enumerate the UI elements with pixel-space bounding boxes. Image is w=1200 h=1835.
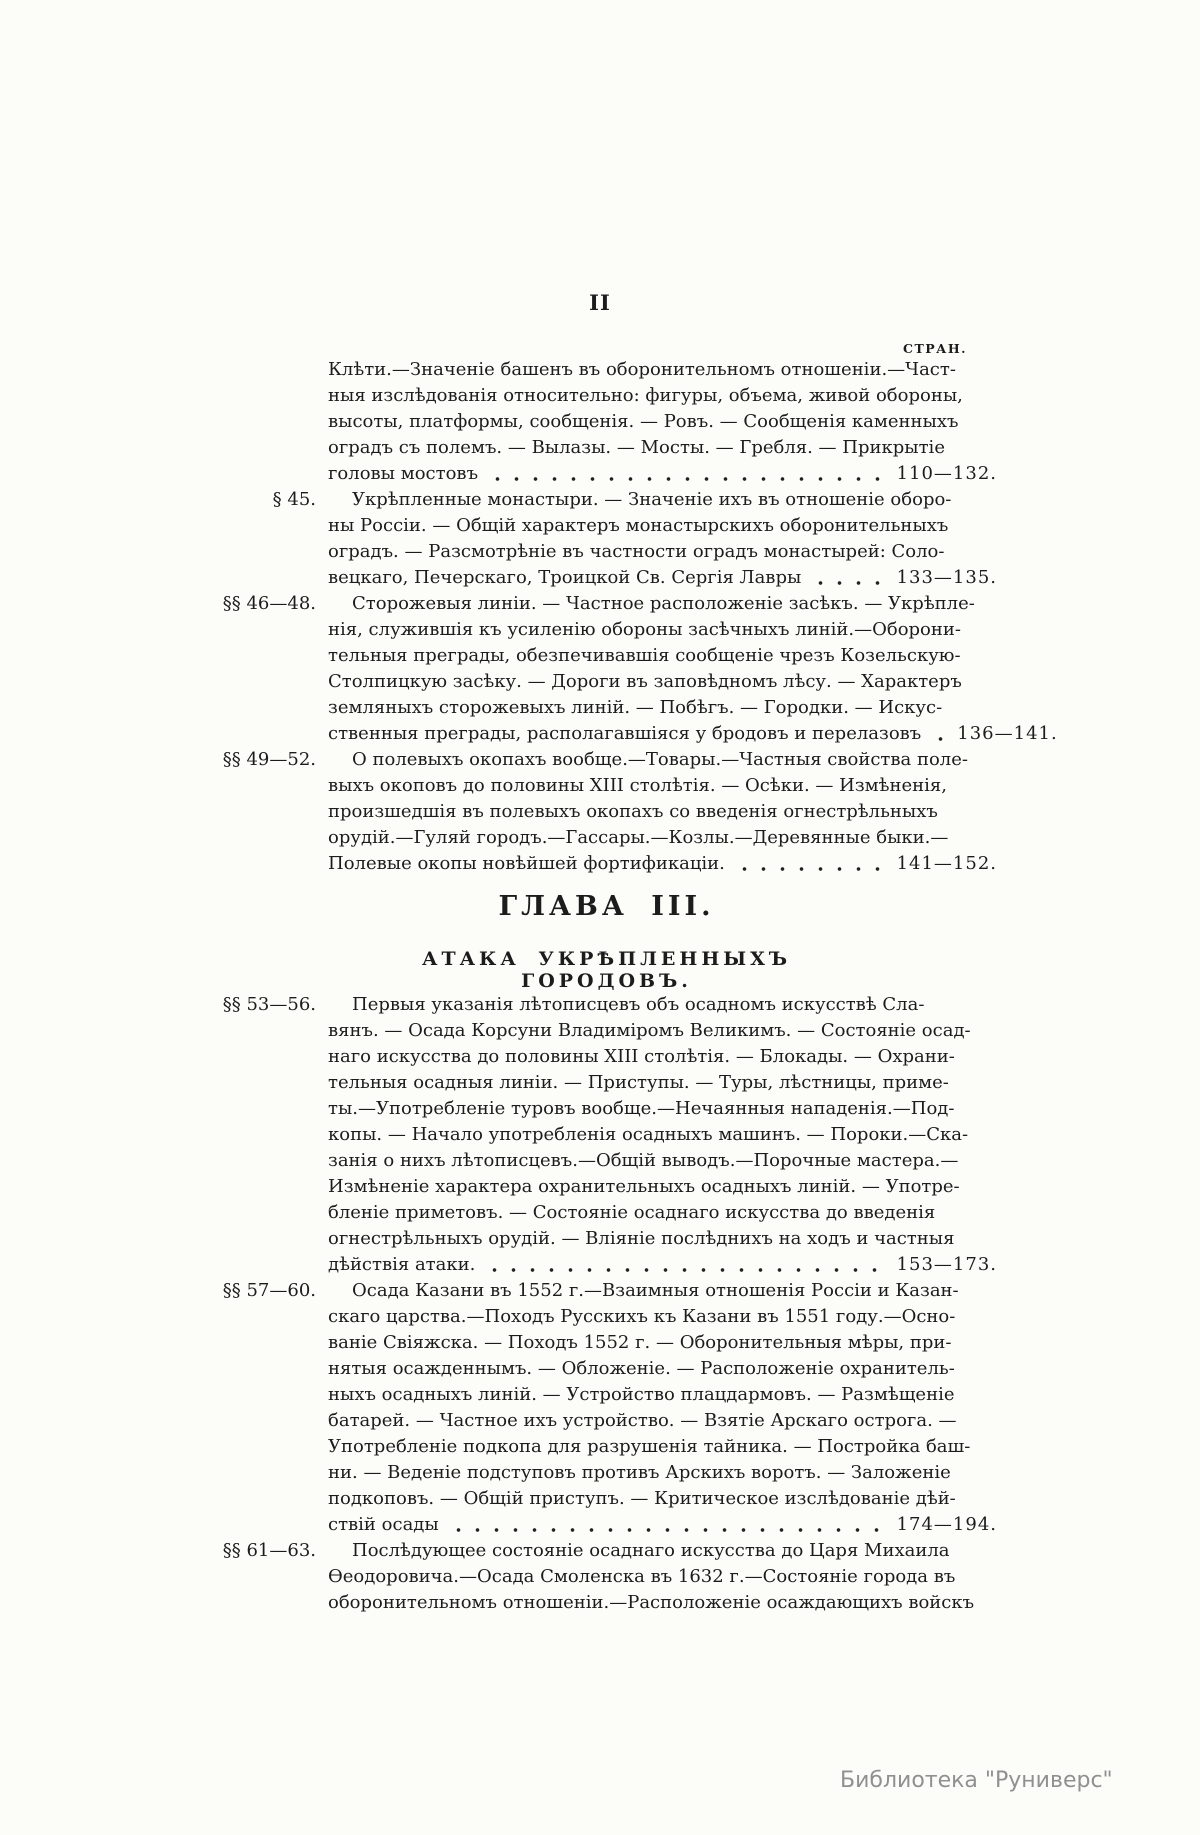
entry-final-line [328,565,997,591]
dot-leader [931,721,949,747]
entry-page-range: 153—173. [896,1254,997,1275]
chapter-title: ГЛАВА III. [498,891,715,922]
entry-line: батарей. — Частное ихъ устройство. — Взятіе Арскаго острога. — [328,1410,957,1431]
entry-line: вянъ. — Осада Корсуни Владиміромъ Великимъ. — Состояніе осад- [328,1020,971,1041]
entry-line: копы. — Начало употребленія осадныхъ машинъ. — Пороки.—Ска- [328,1124,969,1145]
entry-section-label: § 45. [272,489,316,510]
entry-line: ни. — Веденіе подступовъ противъ Арскихъ воротъ. — Заложеніе [328,1462,951,1483]
pages-column-header: СТРАН. [903,341,967,356]
entry-line: оградъ. — Разсмотрѣніе въ частности оградъ монастырей: Соло- [328,541,945,562]
entry-line: ныя изслѣдованія относительно: фигуры, объема, живой обороны, [328,385,963,406]
entry-line: Послѣдующее состояніе осаднаго искусства до Царя Михаила [352,1540,950,1561]
entry-page-range: 133—135. [896,567,997,588]
entry-line: Полевые окопы новѣйшей фортификаціи. [328,853,725,874]
toc-entry [272,487,997,591]
library-watermark: Библиотека "Руниверс" [840,1768,1113,1793]
toc-entry [222,747,997,877]
entry-line: занія о нихъ лѣтописцевъ.—Общій выводъ.—Порочные мастера.— [328,1150,959,1171]
entry-line: высоты, платформы, сообщенія. — Ровъ. — Сообщенія каменныхъ [328,411,959,432]
entry-section-label: §§ 57—60. [222,1280,316,1301]
entry-line: скаго царства.—Походъ Русскихъ къ Казани въ 1551 году.—Осно- [328,1306,956,1327]
entry-line: бленіе приметовъ. — Состояніе осаднаго искусства до введенія [328,1202,936,1223]
entry-final-line [328,1252,997,1278]
entry-line: огнестрѣльныхъ орудій. — Вліяніе послѣднихъ на ходъ и частныя [328,1228,955,1249]
entry-line: оградъ съ полемъ. — Вылазы. — Мосты. — Гребля. — Прикрытіе [328,437,945,458]
dot-leader [735,851,889,877]
dot-leader [449,1512,889,1538]
toc-entry [328,357,997,487]
entry-line: орудій.—Гуляй городъ.—Гассары.—Козлы.—Деревянные быки.— [328,827,949,848]
toc-entry [222,1538,997,1616]
entry-line: О полевыхъ окопахъ вообще.—Товары.—Частныя свойства поле- [352,749,968,770]
entry-line: земляныхъ сторожевыхъ линій. — Побѣгъ. — Городки. — Искус- [328,697,943,718]
entry-section-label: §§ 53—56. [222,994,316,1015]
entry-line: Первыя указанія лѣтописцевъ объ осадномъ искусствѣ Сла- [352,994,925,1015]
entry-line: ствій осады [328,1514,439,1535]
toc-entry [222,992,997,1278]
entry-line: ственныя преграды, располагавшіяся у бродовъ и перелазовъ [328,723,922,744]
entry-line: нятыя осажденнымъ. — Обложеніе. — Расположеніе охранитель- [328,1358,955,1379]
dot-leader [485,1252,888,1278]
entry-final-line [328,851,997,877]
entry-final-line [328,1512,997,1538]
entry-line: дѣйствія атаки. [328,1254,476,1275]
entry-line: произшедшія въ полевыхъ окопахъ со введенія огнестрѣльныхъ [328,801,938,822]
page-number: II [589,290,611,315]
entry-line: наго искусства до половины XIII столѣтія. — Блокады. — Охрани- [328,1046,955,1067]
entry-line: Употребленіе подкопа для разрушенія тайника. — Постройка баш- [328,1436,971,1457]
entry-line: ваніе Свіяжска. — Походъ 1552 г. — Оборонительныя мѣры, при- [328,1332,952,1353]
chapter-subtitle: АТАКА УКРѢПЛЕННЫХЪ ГОРОДОВЪ. [421,948,792,992]
entry-line: вецкаго, Печерскаго, Троицкой Св. Сергія Лавры [328,567,802,588]
entry-line: Сторожевыя линіи. — Частное расположеніе засѣкъ. — Укрѣпле- [352,593,975,614]
entry-final-line [328,721,1058,747]
dot-leader [811,565,888,591]
entry-line: Клѣти.—Значеніе башенъ въ оборонительномъ отношеніи.—Част- [328,359,956,380]
toc-entry [222,1278,997,1538]
entry-line: ты.—Употребленіе туровъ вообще.—Нечаянныя нападенія.—Под- [328,1098,955,1119]
entry-line: ны Россіи. — Общій характеръ монастырскихъ оборонительныхъ [328,515,949,536]
entry-line: головы мостовъ [328,463,479,484]
entry-line: Осада Казани въ 1552 г.—Взаимныя отношенія Россіи и Казан- [352,1280,959,1301]
entry-line: Ѳеодоровича.—Осада Смоленска въ 1632 г.—Состояніе города въ [328,1566,956,1587]
entry-page-range: 110—132. [896,463,997,484]
entry-line: ныхъ осадныхъ линій. — Устройство плацдармовъ. — Размѣщеніе [328,1384,955,1405]
entry-page-range: 141—152. [896,853,997,874]
toc-section-bottom [222,992,997,1616]
entry-line: Измѣненіе характера охранительныхъ осадныхъ линій. — Употре- [328,1176,960,1197]
entry-line: оборонительномъ отношеніи.—Расположеніе осаждающихъ войскъ [328,1592,975,1613]
entry-section-label: §§ 49—52. [222,749,316,770]
entry-line: тельныя преграды, обезпечивавшія сообщеніе чрезъ Козельскую- [328,645,961,666]
entry-line: Укрѣпленные монастыри. — Значеніе ихъ въ отношеніе оборо- [352,489,952,510]
entry-final-line [328,461,997,487]
entry-line: тельныя осадныя линіи. — Приступы. — Туры, лѣстницы, приме- [328,1072,949,1093]
entry-section-label: §§ 46—48. [222,593,316,614]
entry-page-range: 136—141. [957,723,1058,744]
entry-page-range: 174—194. [896,1514,997,1535]
entry-section-label: §§ 61—63. [222,1540,316,1561]
toc-entry [222,591,1058,747]
toc-section-top [222,357,1058,877]
entry-line: нія, служившія къ усиленію обороны засѣчныхъ линій.—Оборони- [328,619,961,640]
entry-line: выхъ окоповъ до половины XIII столѣтія. — Осѣки. — Измѣненія, [328,775,947,796]
entry-line: подкоповъ. — Общій приступъ. — Критическое изслѣдованіе дѣй- [328,1488,956,1509]
entry-line: Столпицкую засѣку. — Дороги въ заповѣдномъ лѣсу. — Характеръ [328,671,962,692]
dot-leader [488,461,889,487]
